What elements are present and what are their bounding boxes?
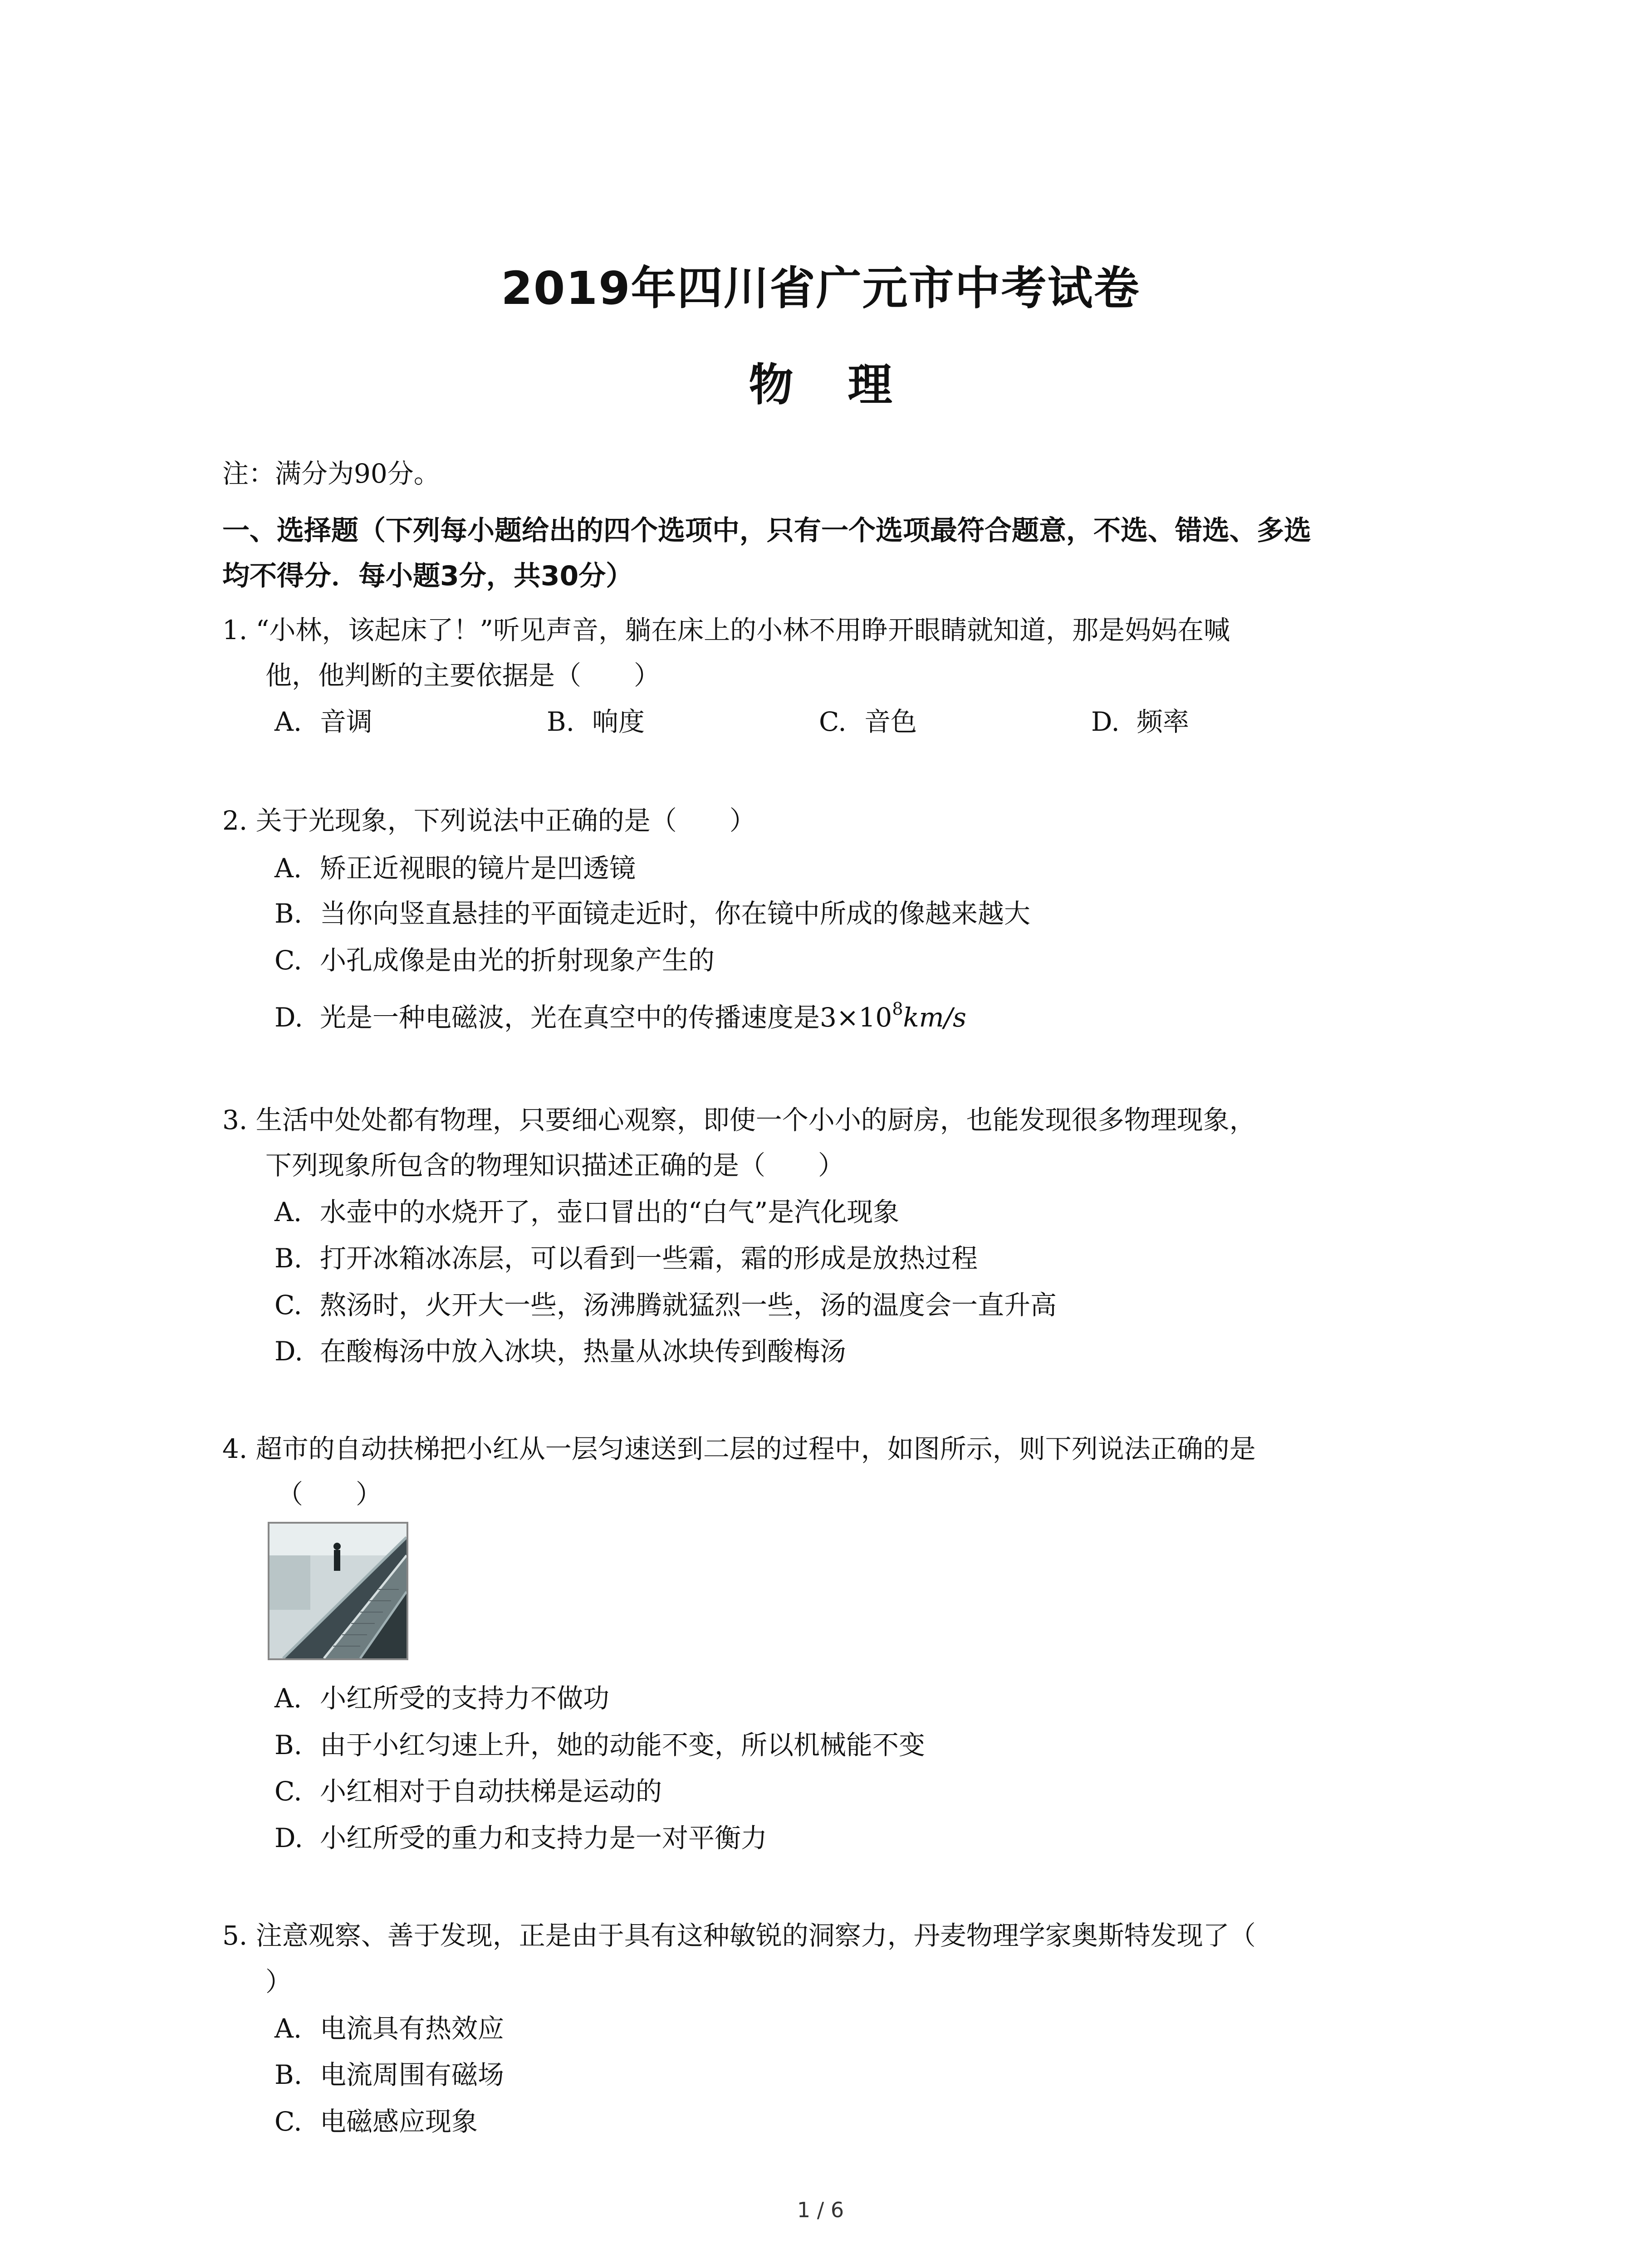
question-4-option-a: A. 小红所受的支持力不做功 — [274, 1683, 610, 1714]
question-4-option-b: B. 由于小红匀速上升，她的动能不变，所以机械能不变 — [274, 1730, 926, 1760]
exam-subject: 物理 — [749, 359, 947, 411]
question-1-option-c: C. 音色 — [819, 706, 917, 737]
question-4-line2: （ ） — [277, 1479, 382, 1510]
question-2-option-d: D. 光是一种电磁波，光在真空中的传播速度是$3\times 10^8km/s$ — [274, 999, 966, 1033]
question-4-line1: 4. 超市的自动扶梯把小红从一层匀速送到二层的过程中，如图所示，则下列说法正确的是 — [222, 1433, 1256, 1464]
exam-title: 2019年四川省广元市中考试卷 — [501, 262, 1140, 315]
question-4-option-d: D. 小红所受的重力和支持力是一对平衡力 — [274, 1823, 768, 1853]
escalator-photo — [268, 1522, 408, 1660]
question-2-option-b: B. 当你向竖直悬挂的平面镜走近时，你在镜中所成的像越来越大 — [274, 898, 1031, 929]
question-3-line2: 下列现象所包含的物理知识描述正确的是（ ） — [265, 1150, 845, 1181]
question-5-option-b: B. 电流周围有磁场 — [274, 2059, 505, 2090]
question-3-option-d: D. 在酸梅汤中放入冰块，热量从冰块传到酸梅汤 — [274, 1336, 847, 1367]
section-heading-line1: 一、选择题（下列每小题给出的四个选项中，只有一个选项最符合题意，不选、错选、多选 — [222, 515, 1311, 547]
question-3-option-a: A. 水壶中的水烧开了，壶口冒出的“白气”是汽化现象 — [274, 1197, 900, 1227]
question-5-option-c: C. 电磁感应现象 — [274, 2106, 478, 2137]
question-2-option-a: A. 矫正近视眼的镜片是凹透镜 — [274, 853, 636, 884]
question-4-option-c: C. 小红相对于自动扶梯是运动的 — [274, 1776, 662, 1807]
exponent: 8 — [892, 999, 903, 1019]
speed-unit: km/s — [903, 1002, 966, 1033]
section-heading-line2: 均不得分．每小题3分，共30分） — [222, 560, 633, 592]
question-2-option-c: C. 小孔成像是由光的折射现象产生的 — [274, 945, 715, 976]
question-5-line1: 5. 注意观察、善于发现，正是由于具有这种敏锐的洞察力，丹麦物理学家奥斯特发现了（ — [222, 1920, 1256, 1951]
question-2-line1: 2. 关于光现象，下列说法中正确的是（ ） — [222, 805, 756, 836]
question-1-line2: 他，他判断的主要依据是（ ） — [265, 660, 661, 691]
question-5-line2: ） — [265, 1966, 292, 1997]
question-3-option-c: C. 熬汤时，火开大一些，汤沸腾就猛烈一些，汤的温度会一直升高 — [274, 1290, 1057, 1320]
escalator-illustration — [269, 1524, 407, 1658]
question-3-option-b: B. 打开冰箱冰冻层，可以看到一些霜，霜的形成是放热过程 — [274, 1243, 978, 1274]
question-1-line1: 1. “小林，该起床了！”听见声音，躺在床上的小林不用睁开眼睛就知道，那是妈妈在喊 — [222, 615, 1230, 645]
question-5-option-a: A. 电流具有热效应 — [274, 2013, 505, 2044]
score-note: 注：满分为90分。 — [222, 458, 440, 489]
question-1-option-d: D. 频率 — [1091, 706, 1190, 737]
question-1-option-b: B. 响度 — [547, 706, 645, 737]
page-indicator: 1 / 6 — [797, 2198, 844, 2222]
question-3-line1: 3. 生活中处处都有物理，只要细心观察，即使一个小小的厨房，也能发现很多物理现象， — [222, 1105, 1256, 1135]
question-1-option-a: A. 音调 — [274, 706, 373, 737]
